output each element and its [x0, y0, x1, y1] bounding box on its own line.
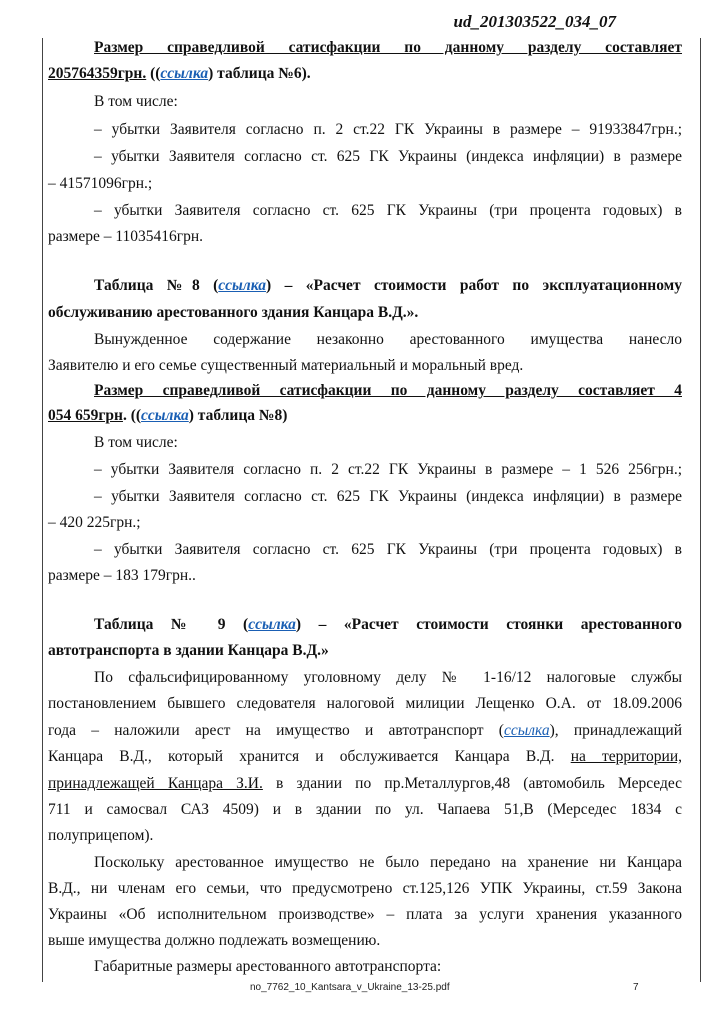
left-margin-rule — [42, 38, 43, 982]
s9-p1-line7: полуприцепом). — [48, 827, 154, 844]
s8-sum-line1: Размер справедливой сатисфакции по данному разделу составляет 4 — [94, 382, 682, 399]
s8-item2-line2: – 420 225грн.; — [48, 514, 141, 531]
s9-p1-line3-pre: года – наложили арест на имущество и автотранспорт ( — [48, 722, 504, 739]
s6-item1: – убытки Заявителя согласно п. 2 ст.22 ГК Украины в размере – 91933847грн.; — [94, 121, 682, 138]
s9-p1-link[interactable]: ссылка — [503, 722, 550, 739]
s6-sum-line2 — [48, 64, 311, 84]
right-margin-rule — [700, 38, 701, 982]
s9-p3-line1: Габаритные размеры арестованного автотранспорта: — [94, 958, 442, 975]
s9-p1-line5 — [48, 774, 682, 794]
s9-p1-line3-post: ), принадлежащий — [549, 722, 682, 739]
s9-title-line1 — [94, 615, 682, 635]
s8-title-line2: обслуживанию арестованного здания Канцара В.Д.». — [48, 304, 419, 321]
s9-p1-line5-post: в здании по пр.Металлургов,48 (автомобиль Мерседес — [262, 775, 682, 792]
s9-p1-line4-pre: Канцара В.Д., который хранится и обслуживается Канцара В.Д. — [48, 748, 555, 765]
s8-item3-line2: размере – 183 179грн.. — [48, 567, 196, 584]
s6-sum-line1: Размер справедливой сатисфакции по данному разделу составляет — [94, 39, 682, 56]
s9-title-post: ) – «Расчет стоимости стоянки арестованного — [295, 616, 682, 633]
s9-p1-line2: постановлением бывшего следователя налоговой милиции Лещенко О.А. от 18.09.2006 — [48, 695, 682, 712]
s8-para-line1: Вынужденное содержание незаконно арестованного имущества нанесло — [94, 331, 682, 348]
s6-item2-line1: – убытки Заявителя согласно ст. 625 ГК Украины (индекса инфляции) в размере — [94, 148, 682, 165]
page-number: 7 — [633, 982, 639, 993]
s9-title-pre: Таблица № 9 ( — [94, 616, 249, 633]
s6-sum-tail-pre: (( — [150, 65, 161, 82]
s9-p2-line1: Поскольку арестованное имущество не было передано на хранение ни Канцара — [94, 854, 682, 871]
s6-item3-line1: – убытки Заявителя согласно ст. 625 ГК Украины (три процента годовых) в — [94, 202, 682, 219]
s6-including: В том числе: — [94, 93, 178, 110]
s6-sum-amount: 205764359грн. — [48, 65, 147, 82]
s9-p2-line2: В.Д., ни членам его семьи, что предусмотрено ст.125,126 УПК Украины, ст.59 Закона — [48, 880, 682, 897]
s9-p1-line3 — [48, 721, 682, 741]
s9-p1-line4-underlined: на территории, — [570, 748, 683, 765]
s6-link[interactable]: ссылка — [160, 65, 209, 82]
s9-p1-line1: По сфальсифицированному уголовному делу № 1-16/12 налоговые службы — [94, 669, 682, 686]
s8-item2-line1: – убытки Заявителя согласно ст. 625 ГК Украины (индекса инфляции) в размере — [94, 488, 682, 505]
s8-sum-line2 — [48, 406, 287, 426]
s9-title-line2: автотранспорта в здании Канцара В.Д.» — [48, 642, 329, 659]
s8-including: В том числе: — [94, 434, 178, 451]
s8-sum-amount: 054 659грн — [48, 407, 123, 424]
s8-title-pre: Таблица №8 ( — [94, 277, 219, 294]
s9-p1-line5-underlined: принадлежащей Канцара З.И. — [48, 775, 263, 792]
s8-sum-tail-post: ) таблица №8) — [188, 407, 288, 424]
footer-filename: no_7762_10_Kantsara_v_Ukraine_13-25.pdf — [250, 982, 450, 993]
s9-p2-line3: Украины «Об исполнительном производстве» – плата за услуги хранения указанного — [48, 906, 682, 923]
s8-para-line2: Заявителю и его семье существенный материальный и моральный вред. — [48, 357, 524, 374]
s9-p1-line6: 711 и самосвал САЗ 4509) и в здании по ул. Чапаева 51,В (Мерседес 1834 с — [48, 801, 682, 818]
s6-item2-line2: – 41571096грн.; — [48, 175, 153, 192]
s8-title-line1 — [94, 276, 682, 296]
s9-p2-line4: выше имущества должно подлежать возмещению. — [48, 932, 381, 949]
document-id: ud_201303522_034_07 — [453, 12, 616, 31]
s8-title-link[interactable]: ссылка — [218, 277, 266, 294]
s9-p1-line4 — [48, 747, 682, 767]
s6-sum-tail-post: ) таблица №6). — [208, 65, 311, 82]
s8-title-post: ) – «Расчет стоимости работ по эксплуатационному — [266, 277, 682, 294]
s8-sum-tail-pre: . (( — [122, 407, 142, 424]
s6-item3-line2: размере – 11035416грн. — [48, 228, 204, 245]
s8-link[interactable]: ссылка — [141, 407, 189, 424]
s8-item3-line1: – убытки Заявителя согласно ст. 625 ГК Украины (три процента годовых) в — [94, 541, 682, 558]
s9-title-link[interactable]: ссылка — [248, 616, 296, 633]
s8-item1: – убытки Заявителя согласно п. 2 ст.22 ГК Украины в размере – 1 526 256грн.; — [94, 461, 682, 478]
